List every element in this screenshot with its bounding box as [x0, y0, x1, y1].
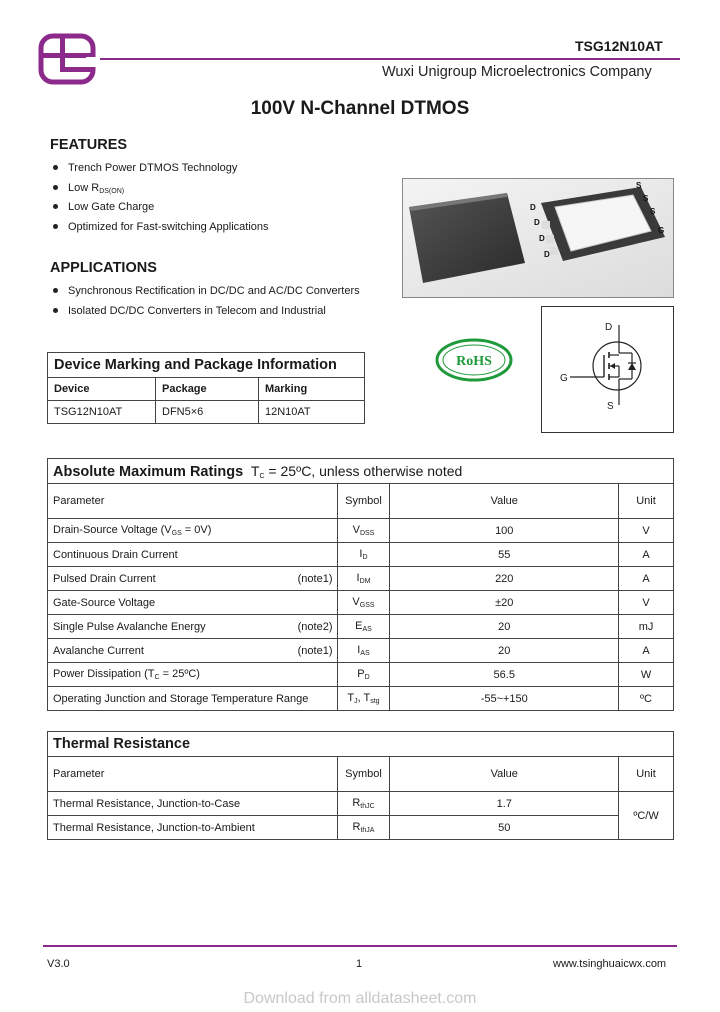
abs-max-title: Absolute Maximum Ratings $T_C$ = 25ºC, unless otherwise noted — [48, 459, 674, 484]
table-row — [48, 615, 674, 639]
value-cell: 220 — [390, 567, 619, 591]
unit-cell: ºC — [619, 687, 674, 711]
package-photo — [402, 178, 674, 298]
value-cell: -55~+150 — [390, 687, 619, 711]
column-header: Marking — [259, 378, 365, 401]
absolute-max-ratings-table — [47, 458, 674, 711]
pin-label: D — [530, 203, 536, 212]
version-label: V3.0 — [47, 958, 70, 970]
part-number: TSG12N10AT — [575, 38, 663, 54]
thermal-resistance-table — [47, 731, 674, 840]
table-header-row — [48, 484, 674, 519]
unit-cell: ºC/W — [619, 792, 674, 840]
param-cell: Single Pulse Avalanche Energy (note2) — [48, 615, 338, 639]
mosfet-symbol-box — [541, 306, 674, 433]
param-cell: Gate-Source Voltage — [48, 591, 338, 615]
applications-heading: APPLICATIONS — [50, 260, 157, 276]
table-cell: TSG12N10AT — [48, 401, 156, 424]
unit-cell: W — [619, 663, 674, 687]
table-row — [48, 543, 674, 567]
unit-cell: V — [619, 519, 674, 543]
column-header: Value — [390, 484, 619, 519]
unit-cell: A — [619, 639, 674, 663]
drain-label: D — [605, 322, 613, 333]
mosfet-symbol — [542, 307, 673, 432]
symbol-cell: $P_D$ — [337, 663, 390, 687]
symbol-cell: $T_J$, $T_{stg}$ — [337, 687, 390, 711]
column-header: Parameter — [48, 484, 338, 519]
table-row — [48, 567, 674, 591]
symbol-cell: $R_{thJA}$ — [337, 816, 390, 840]
param-cell: Thermal Resistance, Junction-to-Ambient — [48, 816, 338, 840]
pin-label: D — [544, 250, 550, 259]
company-logo — [38, 33, 96, 85]
pin-label: S — [643, 194, 649, 203]
pin-label: S — [650, 207, 656, 216]
features-list — [50, 161, 269, 239]
symbol-cell: $I_{AS}$ — [337, 639, 390, 663]
list-item: Low Gate Charge — [50, 200, 269, 220]
symbol-cell: $V_{GSS}$ — [337, 591, 390, 615]
value-cell: 20 — [390, 639, 619, 663]
page-number: 1 — [356, 958, 363, 970]
value-cell: 20 — [390, 615, 619, 639]
table-row — [48, 816, 674, 840]
symbol-cell: $V_{DSS}$ — [337, 519, 390, 543]
pin-label: G — [658, 226, 665, 235]
symbol-cell: $R_{thJC}$ — [337, 792, 390, 816]
column-header: Symbol — [337, 757, 390, 792]
param-cell: Avalanche Current (note1) — [48, 639, 338, 663]
param-cell: Operating Junction and Storage Temperature Range — [48, 687, 338, 711]
param-cell: Power Dissipation ($T_C$ = 25ºC) — [48, 663, 338, 687]
table-header-row — [48, 757, 674, 792]
pin-label: D — [534, 218, 540, 227]
table-cell: DFN5×6 — [156, 401, 259, 424]
header-divider — [100, 58, 680, 60]
thermal-title: Thermal Resistance — [48, 732, 674, 757]
column-header: Package — [156, 378, 259, 401]
table-row — [48, 663, 674, 687]
list-item: Optimized for Fast-switching Applications — [50, 220, 269, 240]
param-cell: Thermal Resistance, Junction-to-Case — [48, 792, 338, 816]
symbol-cell: $I_{DM}$ — [337, 567, 390, 591]
table-header-row — [48, 378, 365, 401]
package-illustration — [403, 179, 674, 298]
table-row — [48, 687, 674, 711]
source-label: S — [607, 401, 614, 412]
device-marking-table — [47, 352, 365, 424]
pin-label: S — [636, 181, 642, 190]
list-item: Trench Power DTMOS Technology — [50, 161, 269, 181]
unit-cell: A — [619, 567, 674, 591]
table-cell: 12N10AT — [259, 401, 365, 424]
column-header: Symbol — [337, 484, 390, 519]
value-cell: 56.5 — [390, 663, 619, 687]
column-header: Unit — [619, 484, 674, 519]
company-url[interactable]: www.tsinghuaicwx.com — [553, 958, 667, 970]
value-cell: 55 — [390, 543, 619, 567]
unit-cell: mJ — [619, 615, 674, 639]
device-marking-title: Device Marking and Package Information — [48, 353, 365, 378]
param-cell: Drain-Source Voltage $(V_{GS} = 0V)$ — [48, 519, 338, 543]
param-cell: Pulsed Drain Current (note1) — [48, 567, 338, 591]
table-row — [48, 519, 674, 543]
download-watermark: Download from alldatasheet.com — [243, 990, 477, 1007]
column-header: Value — [390, 757, 619, 792]
value-cell: ±20 — [390, 591, 619, 615]
gate-label: G — [560, 373, 568, 384]
rohs-logo — [434, 337, 514, 383]
value-cell: 100 — [390, 519, 619, 543]
features-heading: FEATURES — [50, 137, 128, 153]
list-item: Synchronous Rectification in DC/DC and AC/DC Converters — [50, 284, 360, 304]
footer-divider — [43, 945, 677, 947]
unit-cell: A — [619, 543, 674, 567]
column-header: Parameter — [48, 757, 338, 792]
symbol-cell: $I_D$ — [337, 543, 390, 567]
value-cell: 1.7 — [390, 792, 619, 816]
column-header: Device — [48, 378, 156, 401]
symbol-cell: $E_{AS}$ — [337, 615, 390, 639]
applications-list — [50, 284, 360, 323]
list-item: Low $R_{DS(ON)}$ — [50, 181, 269, 201]
table-row — [48, 401, 365, 424]
unit-cell: V — [619, 591, 674, 615]
document-title: 100V N-Channel DTMOS — [250, 98, 470, 119]
list-item: Isolated DC/DC Converters in Telecom and Industrial — [50, 304, 360, 324]
company-name: Wuxi Unigroup Microelectronics Company — [382, 64, 652, 80]
table-row — [48, 792, 674, 816]
pin-label: D — [539, 234, 545, 243]
column-header: Unit — [619, 757, 674, 792]
table-row — [48, 639, 674, 663]
rohs-text: RoHS — [456, 354, 492, 369]
value-cell: 50 — [390, 816, 619, 840]
param-cell: Continuous Drain Current — [48, 543, 338, 567]
table-row — [48, 591, 674, 615]
